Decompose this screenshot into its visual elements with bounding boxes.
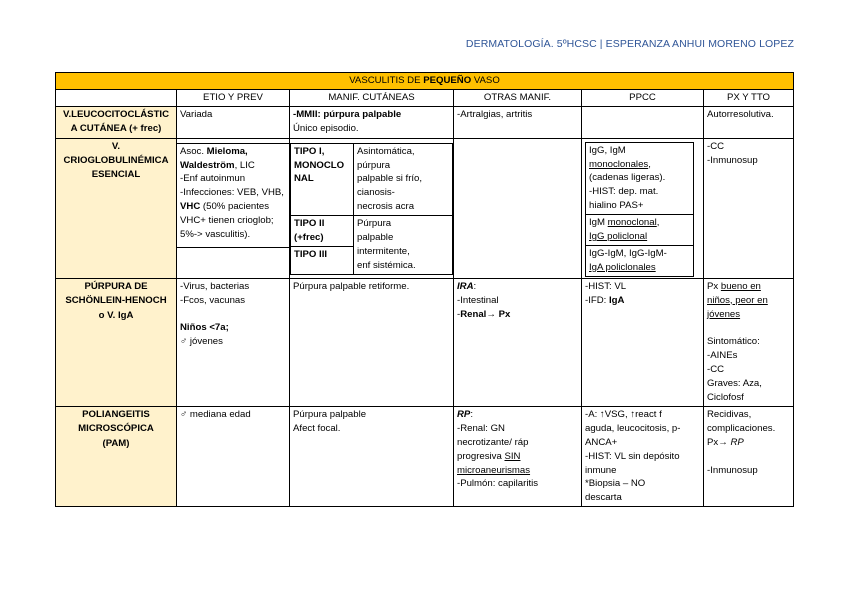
row-pam xyxy=(56,406,794,506)
header-otras-manif: OTRAS MANIF. xyxy=(454,89,582,106)
etio-box: Asoc. Mieloma, Waldeström, LIC -Enf autoinmun -Infecciones: VEB, VHB, VHC (50% pacientes VHC+ tienen crioglob; 5%-> vasculitis). xyxy=(177,143,290,248)
cell-px: Recidivas, complicaciones. Px→ RP -Inmunosup xyxy=(704,406,794,506)
header-ppcc: PPCC xyxy=(582,89,704,106)
cell-otras: RP: -Renal: GN necrotizante/ ráp progresiva SIN microaneurismas -Pulmón: capilaritis xyxy=(454,406,582,506)
cell-px: Px bueno en niños, peor en jóvenes Sintomático: -AINEs -CC Graves: Aza, Ciclofosf xyxy=(704,278,794,406)
disease-name: V.LEUCOCITOCLÁSTIC A CUTÁNEA (+ frec) xyxy=(56,106,177,138)
ppcc-tipo-i: IgG, IgM monoclonales, (cadenas ligeras). -HIST: dep. mat. hialino PAS+ xyxy=(589,144,666,212)
cell-etio xyxy=(177,138,290,278)
tipo-i-desc: Asintomática, púrpura palpable si frío, cianosis- necrosis acra xyxy=(354,143,453,216)
cell-cutaneas: Púrpura palpable retiforme. xyxy=(290,278,454,406)
cell-otras: -Artralgias, artritis xyxy=(454,106,582,138)
vasculitis-table xyxy=(55,72,794,507)
tipo-ii-iii-label: TIPO II (+frec) TIPO III xyxy=(291,216,354,275)
row-crioglobulinemica xyxy=(56,138,794,278)
cell-etio: ♂ mediana edad xyxy=(177,406,290,506)
ppcc-box xyxy=(585,142,694,277)
header-empty xyxy=(56,89,177,106)
disease-name: POLIANGEITIS MICROSCÓPICA (PAM) xyxy=(56,406,177,506)
table-title: VASCULITIS DE PEQUEÑO VASO xyxy=(56,73,794,90)
header-etio: ETIO Y PREV xyxy=(177,89,290,106)
cell-cutaneas xyxy=(290,138,454,278)
cell-cutaneas: Púrpura palpable Afect focal. xyxy=(290,406,454,506)
cell-otras xyxy=(454,138,582,278)
cell-ppcc: -A: ↑VSG, ↑react f aguda, leucocitosis, p- ANCA+ -HIST: VL sin depósito inmune *Biopsia – NO descarta xyxy=(582,406,704,506)
cell-ppcc: -HIST: VL -IFD: IgA xyxy=(582,278,704,406)
row-leucocitoclastica xyxy=(56,106,794,138)
tipo-i-label: TIPO I, MONOCLO NAL xyxy=(291,143,354,216)
ppcc-tipo-ii: IgM monoclonal, IgG policlonal xyxy=(586,214,693,245)
tipo-i-row xyxy=(291,143,453,216)
cell-cutaneas: -MMII: púrpura palpable Único episodio. xyxy=(290,106,454,138)
table-title-row xyxy=(56,73,794,90)
cell-ppcc xyxy=(582,138,704,278)
tipo-ii-iii-desc: Púrpura palpable intermitente, enf sistémica. xyxy=(354,216,453,275)
page-header: DERMATOLOGÍA. 5ºHCSC | ESPERANZA ANHUI MORENO LOPEZ xyxy=(465,38,794,50)
tipos-subtable xyxy=(290,143,453,275)
row-schonlein-henoch xyxy=(56,278,794,406)
header-manif-cutaneas: MANIF. CUTÁNEAS xyxy=(290,89,454,106)
cell-etio: -Virus, bacterias -Fcos, vacunas Niños <7a; ♂ jóvenes xyxy=(177,278,290,406)
disease-name: PÚRPURA DE SCHÖNLEIN-HENOCH o V. IgA xyxy=(56,278,177,406)
cell-ppcc xyxy=(582,106,704,138)
ppcc-tipo-iii: IgG-IgM, IgG-IgM- IgA policlonales xyxy=(586,245,693,276)
cell-px: Autorresolutiva. xyxy=(704,106,794,138)
column-header-row xyxy=(56,89,794,106)
header-px-tto: PX Y TTO xyxy=(704,89,794,106)
tipo-ii-iii-row xyxy=(291,216,453,275)
cell-px: -CC -Inmunosup xyxy=(704,138,794,278)
disease-name: V. CRIOGLOBULINÉMICA ESENCIAL xyxy=(56,138,177,278)
cell-otras: IRA: -Intestinal -Renal→ Px xyxy=(454,278,582,406)
cell-etio: Variada xyxy=(177,106,290,138)
